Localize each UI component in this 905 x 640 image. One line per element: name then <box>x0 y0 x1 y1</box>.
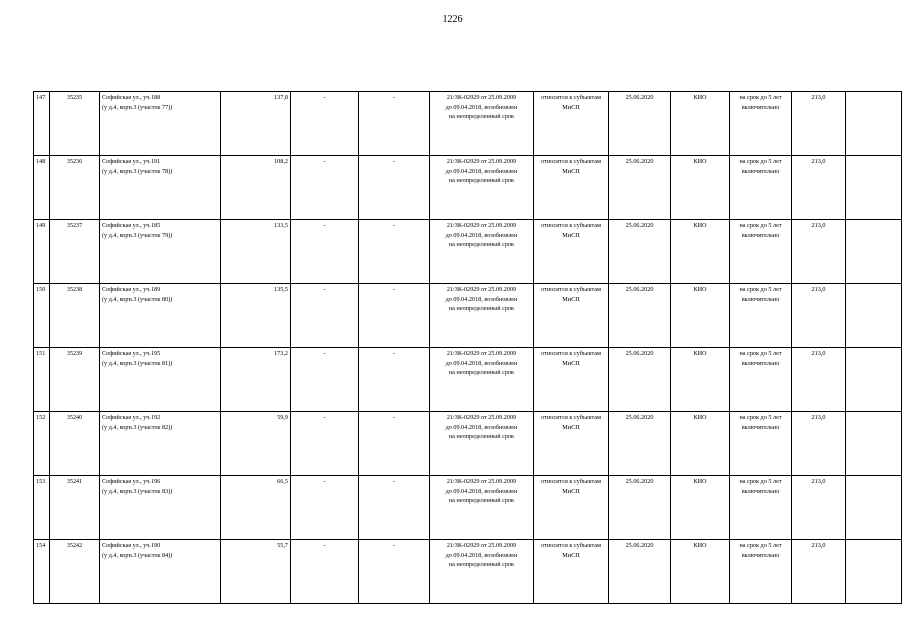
smsp-status-cell <box>534 540 609 604</box>
contract-line: до 09.04.2018, возобновлен <box>445 167 518 175</box>
area-line: 66,5 <box>277 478 288 485</box>
organization-line: КИО <box>693 158 707 165</box>
dash-cell <box>291 540 359 604</box>
term-line: на срок до 5 лет <box>739 478 782 485</box>
dash-line: - <box>392 158 396 165</box>
date-line: 25.06.2020 <box>625 286 654 293</box>
value-line: 213,0 <box>811 350 826 357</box>
contract-line: до 09.04.2018, возобновлен <box>445 359 518 367</box>
row-number-line: 153 <box>36 478 46 485</box>
area-line: 135,5 <box>274 286 288 293</box>
object-id-cell <box>50 348 100 412</box>
dash-line: - <box>392 542 396 549</box>
row-number-cell <box>34 284 50 348</box>
row-number-line: 148 <box>36 158 46 165</box>
dash-cell <box>359 92 430 156</box>
table-row <box>34 284 902 348</box>
value-cell <box>792 412 846 476</box>
object-id-cell <box>50 412 100 476</box>
date-line: 25.06.2020 <box>625 94 654 101</box>
smsp-status-cell <box>534 412 609 476</box>
row-number-cell <box>34 348 50 412</box>
contract-line: 21/ЗК-02929 от 25.09.2009 <box>446 414 517 421</box>
smsp-status-line: МиСП <box>562 423 580 431</box>
term-line: на срок до 5 лет <box>739 414 782 421</box>
object-id-cell <box>50 156 100 220</box>
registry-table <box>33 91 902 604</box>
organization-cell <box>671 540 730 604</box>
dash-cell <box>359 220 430 284</box>
area-cell <box>221 412 291 476</box>
contract-line: на неопределенный срок <box>448 433 515 440</box>
term-cell <box>730 156 792 220</box>
address-line: Софийская ул., уч.190 <box>102 542 161 549</box>
area-cell <box>221 540 291 604</box>
smsp-status-line: МиСП <box>562 487 580 495</box>
date-line: 25.06.2020 <box>625 414 654 421</box>
term-line: на срок до 5 лет <box>739 350 782 357</box>
object-id-cell <box>50 284 100 348</box>
dash-line: - <box>323 94 326 101</box>
organization-cell <box>671 476 730 540</box>
term-line: включительно <box>741 423 780 431</box>
contract-cell <box>430 220 534 284</box>
term-cell <box>730 476 792 540</box>
date-line: 25.06.2020 <box>625 222 654 229</box>
empty-cell <box>846 92 902 156</box>
contract-cell <box>430 540 534 604</box>
row-number-line: 152 <box>36 414 46 421</box>
term-line: на срок до 5 лет <box>739 286 782 293</box>
row-number-line: 150 <box>36 286 46 293</box>
row-number-cell <box>34 220 50 284</box>
dash-line: - <box>392 350 396 357</box>
area-line: 173,2 <box>274 350 288 357</box>
empty-cell <box>846 476 902 540</box>
organization-line: КИО <box>693 94 707 101</box>
dash-line: - <box>323 222 326 229</box>
contract-line: до 09.04.2018, возобновлен <box>445 103 518 111</box>
area-line: 55,7 <box>277 542 288 549</box>
value-cell <box>792 348 846 412</box>
table-row <box>34 220 902 284</box>
object-id-cell <box>50 540 100 604</box>
organization-line: КИО <box>693 478 707 485</box>
address-line: (у д.4, корп.3 (участок 81)) <box>102 359 173 367</box>
address-line: Софийская ул., уч.188 <box>102 94 161 101</box>
contract-line: до 09.04.2018, возобновлен <box>445 231 518 239</box>
address-cell <box>100 284 221 348</box>
smsp-status-line: относится к субъектам <box>541 542 601 549</box>
smsp-status-line: МиСП <box>562 167 580 175</box>
term-line: на срок до 5 лет <box>739 542 782 549</box>
table-row <box>34 348 902 412</box>
object-id-cell <box>50 92 100 156</box>
address-cell <box>100 412 221 476</box>
address-line: Софийская ул., уч.195 <box>102 350 161 357</box>
address-cell <box>100 92 221 156</box>
value-line: 213,0 <box>811 158 826 165</box>
term-cell <box>730 412 792 476</box>
term-line: включительно <box>741 551 780 559</box>
value-cell <box>792 540 846 604</box>
contract-line: на неопределенный срок <box>448 369 515 376</box>
term-cell <box>730 284 792 348</box>
area-line: 137,8 <box>274 94 288 101</box>
term-line: включительно <box>741 231 780 239</box>
smsp-status-line: МиСП <box>562 231 580 239</box>
date-cell <box>609 348 671 412</box>
address-line: Софийская ул., уч.196 <box>102 478 161 485</box>
date-cell <box>609 220 671 284</box>
address-line: (у д.4, корп.3 (участок 79)) <box>102 231 173 239</box>
dash-line: - <box>323 350 326 357</box>
contract-line: 21/ЗК-02929 от 25.09.2009 <box>446 286 517 293</box>
contract-line: до 09.04.2018, возобновлен <box>445 295 518 303</box>
dash-cell <box>359 540 430 604</box>
contract-line: до 09.04.2018, возобновлен <box>445 551 518 559</box>
dash-cell <box>291 412 359 476</box>
address-line: Софийская ул., уч.192 <box>102 414 161 421</box>
area-cell <box>221 156 291 220</box>
row-number-cell <box>34 412 50 476</box>
dash-cell <box>291 156 359 220</box>
term-line: включительно <box>741 359 780 367</box>
date-line: 25.06.2020 <box>625 350 654 357</box>
term-cell <box>730 540 792 604</box>
dash-line: - <box>392 414 396 421</box>
smsp-status-line: относится к субъектам <box>541 222 601 229</box>
dash-cell <box>359 348 430 412</box>
row-number-line: 149 <box>36 222 46 229</box>
address-cell <box>100 348 221 412</box>
table-row <box>34 476 902 540</box>
dash-cell <box>359 156 430 220</box>
contract-line: до 09.04.2018, возобновлен <box>445 487 518 495</box>
contract-line: на неопределенный срок <box>448 561 515 568</box>
object-id-cell <box>50 476 100 540</box>
contract-line: 21/ЗК-02929 от 25.09.2009 <box>446 478 517 485</box>
address-line: (у д.4, корп.3 (участок 80)) <box>102 295 173 303</box>
value-line: 213,0 <box>811 542 826 549</box>
contract-line: на неопределенный срок <box>448 305 515 312</box>
dash-line: - <box>392 286 396 293</box>
address-line: (у д.4, корп.3 (участок 78)) <box>102 167 173 175</box>
empty-cell <box>846 412 902 476</box>
empty-cell <box>846 220 902 284</box>
contract-line: 21/ЗК-02929 от 25.09.2009 <box>446 94 517 101</box>
area-cell <box>221 348 291 412</box>
object-id-line: 35237 <box>66 222 83 229</box>
organization-cell <box>671 92 730 156</box>
address-cell <box>100 220 221 284</box>
value-line: 213,0 <box>811 478 826 485</box>
date-cell <box>609 540 671 604</box>
object-id-line: 35236 <box>66 158 83 165</box>
area-line: 108,2 <box>274 158 288 165</box>
term-line: на срок до 5 лет <box>739 94 782 101</box>
contract-cell <box>430 476 534 540</box>
registry-rows <box>34 92 902 604</box>
smsp-status-line: относится к субъектам <box>541 158 601 165</box>
address-cell <box>100 476 221 540</box>
contract-cell <box>430 348 534 412</box>
term-line: включительно <box>741 167 780 175</box>
smsp-status-line: относится к субъектам <box>541 350 601 357</box>
smsp-status-line: относится к субъектам <box>541 478 601 485</box>
smsp-status-line: относится к субъектам <box>541 94 601 101</box>
area-cell <box>221 220 291 284</box>
value-line: 213,0 <box>811 222 826 229</box>
address-line: (у д.4, корп.3 (участок 83)) <box>102 487 173 495</box>
dash-line: - <box>323 478 326 485</box>
date-line: 25.06.2020 <box>625 478 654 485</box>
dash-cell <box>359 284 430 348</box>
contract-line: до 09.04.2018, возобновлен <box>445 423 518 431</box>
organization-cell <box>671 412 730 476</box>
dash-line: - <box>392 94 396 101</box>
empty-cell <box>846 284 902 348</box>
value-cell <box>792 284 846 348</box>
term-cell <box>730 220 792 284</box>
table-row <box>34 156 902 220</box>
contract-line: на неопределенный срок <box>448 113 515 120</box>
contract-line: 21/ЗК-02929 от 25.09.2009 <box>446 350 517 357</box>
organization-cell <box>671 284 730 348</box>
row-number-cell <box>34 92 50 156</box>
dash-cell <box>291 220 359 284</box>
organization-cell <box>671 156 730 220</box>
dash-line: - <box>392 478 396 485</box>
date-cell <box>609 412 671 476</box>
organization-line: КИО <box>693 414 707 421</box>
date-cell <box>609 476 671 540</box>
row-number-line: 151 <box>36 350 46 357</box>
contract-cell <box>430 92 534 156</box>
object-id-line: 35235 <box>66 94 83 101</box>
term-cell <box>730 92 792 156</box>
address-line: (у д.4, корп.3 (участок 84)) <box>102 551 173 559</box>
dash-cell <box>291 348 359 412</box>
dash-cell <box>291 476 359 540</box>
dash-line: - <box>392 222 396 229</box>
row-number-line: 147 <box>36 94 46 101</box>
organization-cell <box>671 348 730 412</box>
area-cell <box>221 92 291 156</box>
address-line: Софийская ул., уч.191 <box>102 158 161 165</box>
smsp-status-cell <box>534 92 609 156</box>
row-number-cell <box>34 540 50 604</box>
smsp-status-line: МиСП <box>562 295 580 303</box>
dash-line: - <box>323 158 326 165</box>
empty-cell <box>846 540 902 604</box>
smsp-status-line: относится к субъектам <box>541 414 601 421</box>
organization-line: КИО <box>693 542 707 549</box>
date-line: 25.06.2020 <box>625 158 654 165</box>
value-line: 213,0 <box>811 94 826 101</box>
table-row <box>34 412 902 476</box>
date-cell <box>609 284 671 348</box>
term-line: включительно <box>741 295 780 303</box>
smsp-status-cell <box>534 156 609 220</box>
contract-line: на неопределенный срок <box>448 497 515 504</box>
area-cell <box>221 284 291 348</box>
dash-cell <box>291 284 359 348</box>
date-cell <box>609 92 671 156</box>
smsp-status-cell <box>534 348 609 412</box>
area-cell <box>221 476 291 540</box>
organization-line: КИО <box>693 286 707 293</box>
row-number-cell <box>34 476 50 540</box>
value-cell <box>792 92 846 156</box>
term-cell <box>730 348 792 412</box>
smsp-status-line: МиСП <box>562 103 580 111</box>
address-line: Софийская ул., уч.189 <box>102 286 161 293</box>
address-cell <box>100 540 221 604</box>
organization-line: КИО <box>693 350 707 357</box>
object-id-line: 35242 <box>66 542 83 549</box>
object-id-cell <box>50 220 100 284</box>
term-line: включительно <box>741 103 780 111</box>
empty-cell <box>846 156 902 220</box>
address-line: (у д.4, корп.3 (участок 82)) <box>102 423 173 431</box>
organization-cell <box>671 220 730 284</box>
address-line: (у д.4, корп.3 (участок 77)) <box>102 103 173 111</box>
date-cell <box>609 156 671 220</box>
value-cell <box>792 220 846 284</box>
contract-line: на неопределенный срок <box>448 241 515 248</box>
organization-line: КИО <box>693 222 707 229</box>
value-line: 213,0 <box>811 286 826 293</box>
contract-cell <box>430 156 534 220</box>
table-row <box>34 540 902 604</box>
object-id-line: 35241 <box>66 478 83 485</box>
contract-cell <box>430 284 534 348</box>
smsp-status-line: МиСП <box>562 551 580 559</box>
object-id-line: 35240 <box>66 414 83 421</box>
dash-line: - <box>323 414 326 421</box>
row-number-cell <box>34 156 50 220</box>
contract-line: на неопределенный срок <box>448 177 515 184</box>
row-number-line: 154 <box>36 542 46 549</box>
address-line: Софийская ул., уч.185 <box>102 222 161 229</box>
term-line: на срок до 5 лет <box>739 222 782 229</box>
dash-line: - <box>323 542 326 549</box>
dash-cell <box>359 476 430 540</box>
object-id-line: 35238 <box>66 286 83 293</box>
dash-line: - <box>323 286 326 293</box>
dash-cell <box>291 92 359 156</box>
contract-line: 21/ЗК-02929 от 25.09.2009 <box>446 542 517 549</box>
smsp-status-cell <box>534 220 609 284</box>
address-cell <box>100 156 221 220</box>
smsp-status-cell <box>534 284 609 348</box>
value-cell <box>792 156 846 220</box>
smsp-status-line: МиСП <box>562 359 580 367</box>
area-line: 59,9 <box>277 414 288 421</box>
object-id-line: 35239 <box>66 350 83 357</box>
term-line: включительно <box>741 487 780 495</box>
smsp-status-line: относится к субъектам <box>541 286 601 293</box>
page-number: 1226 <box>442 14 463 25</box>
empty-cell <box>846 348 902 412</box>
table-row <box>34 92 902 156</box>
date-line: 25.06.2020 <box>625 542 654 549</box>
contract-line: 21/ЗК-02929 от 25.09.2009 <box>446 222 517 229</box>
contract-cell <box>430 412 534 476</box>
value-cell <box>792 476 846 540</box>
smsp-status-cell <box>534 476 609 540</box>
area-line: 133,5 <box>274 222 288 229</box>
term-line: на срок до 5 лет <box>739 158 782 165</box>
value-line: 213,0 <box>811 414 826 421</box>
contract-line: 21/ЗК-02929 от 25.09.2009 <box>446 158 517 165</box>
dash-cell <box>359 412 430 476</box>
